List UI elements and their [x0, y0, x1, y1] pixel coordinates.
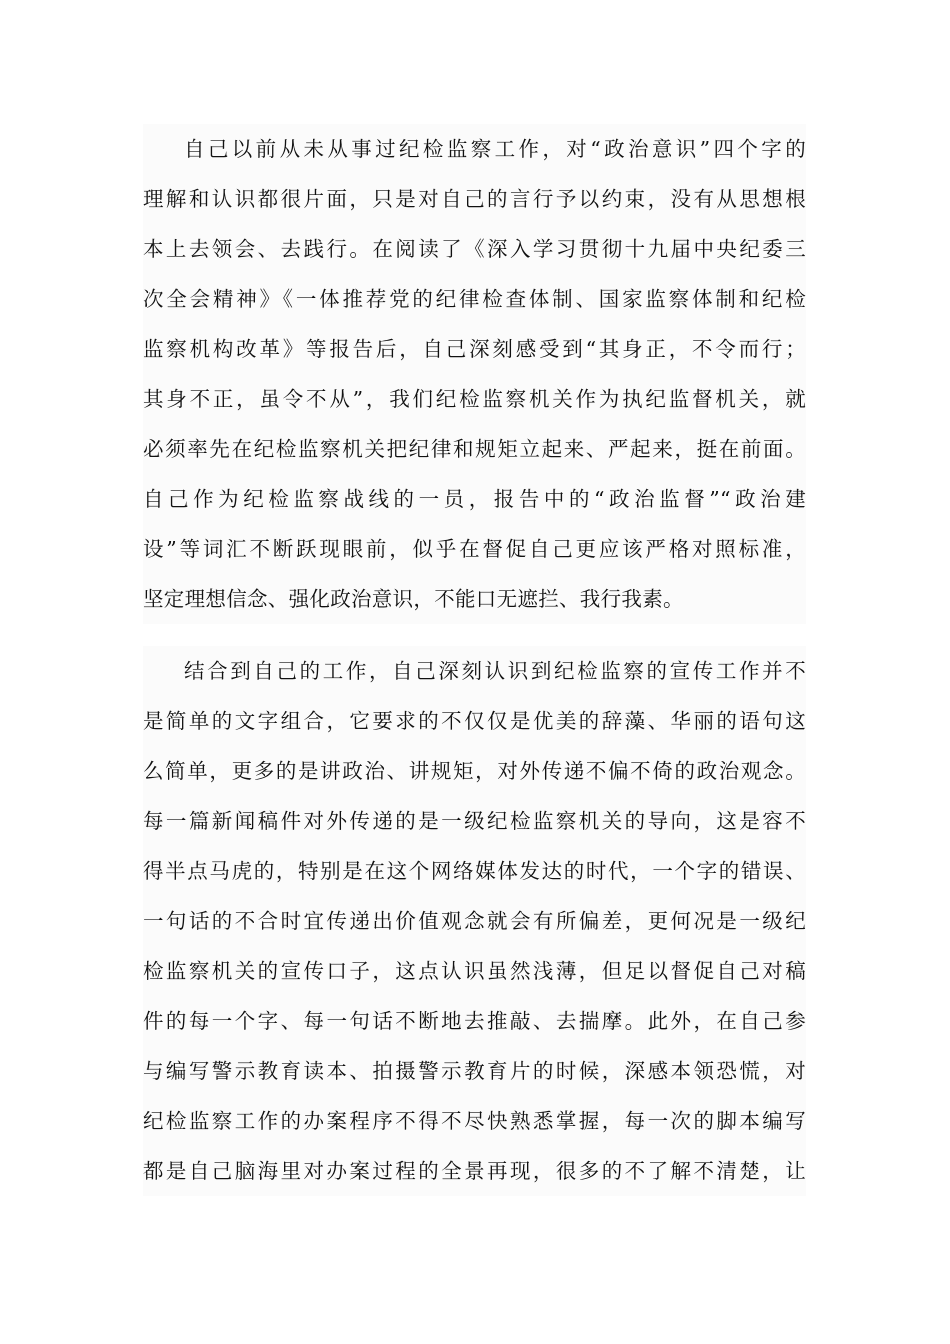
paragraph-line: 自己作为纪检监察战线的一员，报告中的“政治监督”“政治建 [143, 487, 806, 511]
paragraph-line: 每一篇新闻稿件对外传递的是一级纪检监察机关的导向，这是容不 [143, 809, 806, 833]
paragraph-1 [143, 124, 806, 624]
paragraph-line: 结合到自己的工作，自己深刻认识到纪检监察的宣传工作并不 [184, 659, 806, 683]
paragraph-line: 件的每一个字、每一句话不断地去推敲、去揣摩。此外，在自己参 [143, 1009, 806, 1033]
paragraph-line: 其身不正，虽令不从”，我们纪检监察机关作为执纪监督机关，就 [143, 387, 806, 411]
paragraph-line: 监察机构改革》等报告后，自己深刻感受到“其身正，不令而行； [143, 337, 806, 361]
paragraph-line: 得半点马虎的，特别是在这个网络媒体发达的时代，一个字的错误、 [143, 859, 806, 883]
paragraph-line: 次全会精神》《一体推荐党的纪律检查体制、国家监察体制和纪检 [143, 287, 806, 311]
paragraph-line: 必须率先在纪检监察机关把纪律和规矩立起来、严起来，挺在前面。 [143, 437, 806, 461]
paragraph-line: 坚定理想信念、强化政治意识，不能口无遮拦、我行我素。 [143, 587, 684, 611]
paragraph-line: 设”等词汇不断跃现眼前，似乎在督促自己更应该严格对照标准， [143, 537, 806, 561]
paragraph-line: 都是自己脑海里对办案过程的全景再现，很多的不了解不清楚，让 [143, 1159, 806, 1183]
paragraph-line: 本上去领会、去践行。在阅读了《深入学习贯彻十九届中央纪委三 [143, 237, 806, 261]
paragraph-line: 理解和认识都很片面，只是对自己的言行予以约束，没有从思想根 [143, 187, 806, 211]
paragraph-line: 纪检监察工作的办案程序不得不尽快熟悉掌握，每一次的脚本编写 [143, 1109, 806, 1133]
paragraph-2 [143, 646, 806, 1196]
paragraph-line: 自己以前从未从事过纪检监察工作，对“政治意识”四个字的 [184, 137, 806, 161]
paragraph-line: 是简单的文字组合，它要求的不仅仅是优美的辞藻、华丽的语句这 [143, 709, 806, 733]
paragraph-line: 与编写警示教育读本、拍摄警示教育片的时候，深感本领恐慌，对 [143, 1059, 806, 1083]
paragraph-line: 一句话的不合时宜传递出价值观念就会有所偏差，更何况是一级纪 [143, 909, 806, 933]
paragraph-line: 检监察机关的宣传口子，这点认识虽然浅薄，但足以督促自己对稿 [143, 959, 806, 983]
paragraph-line: 么简单，更多的是讲政治、讲规矩，对外传递不偏不倚的政治观念。 [143, 759, 806, 783]
